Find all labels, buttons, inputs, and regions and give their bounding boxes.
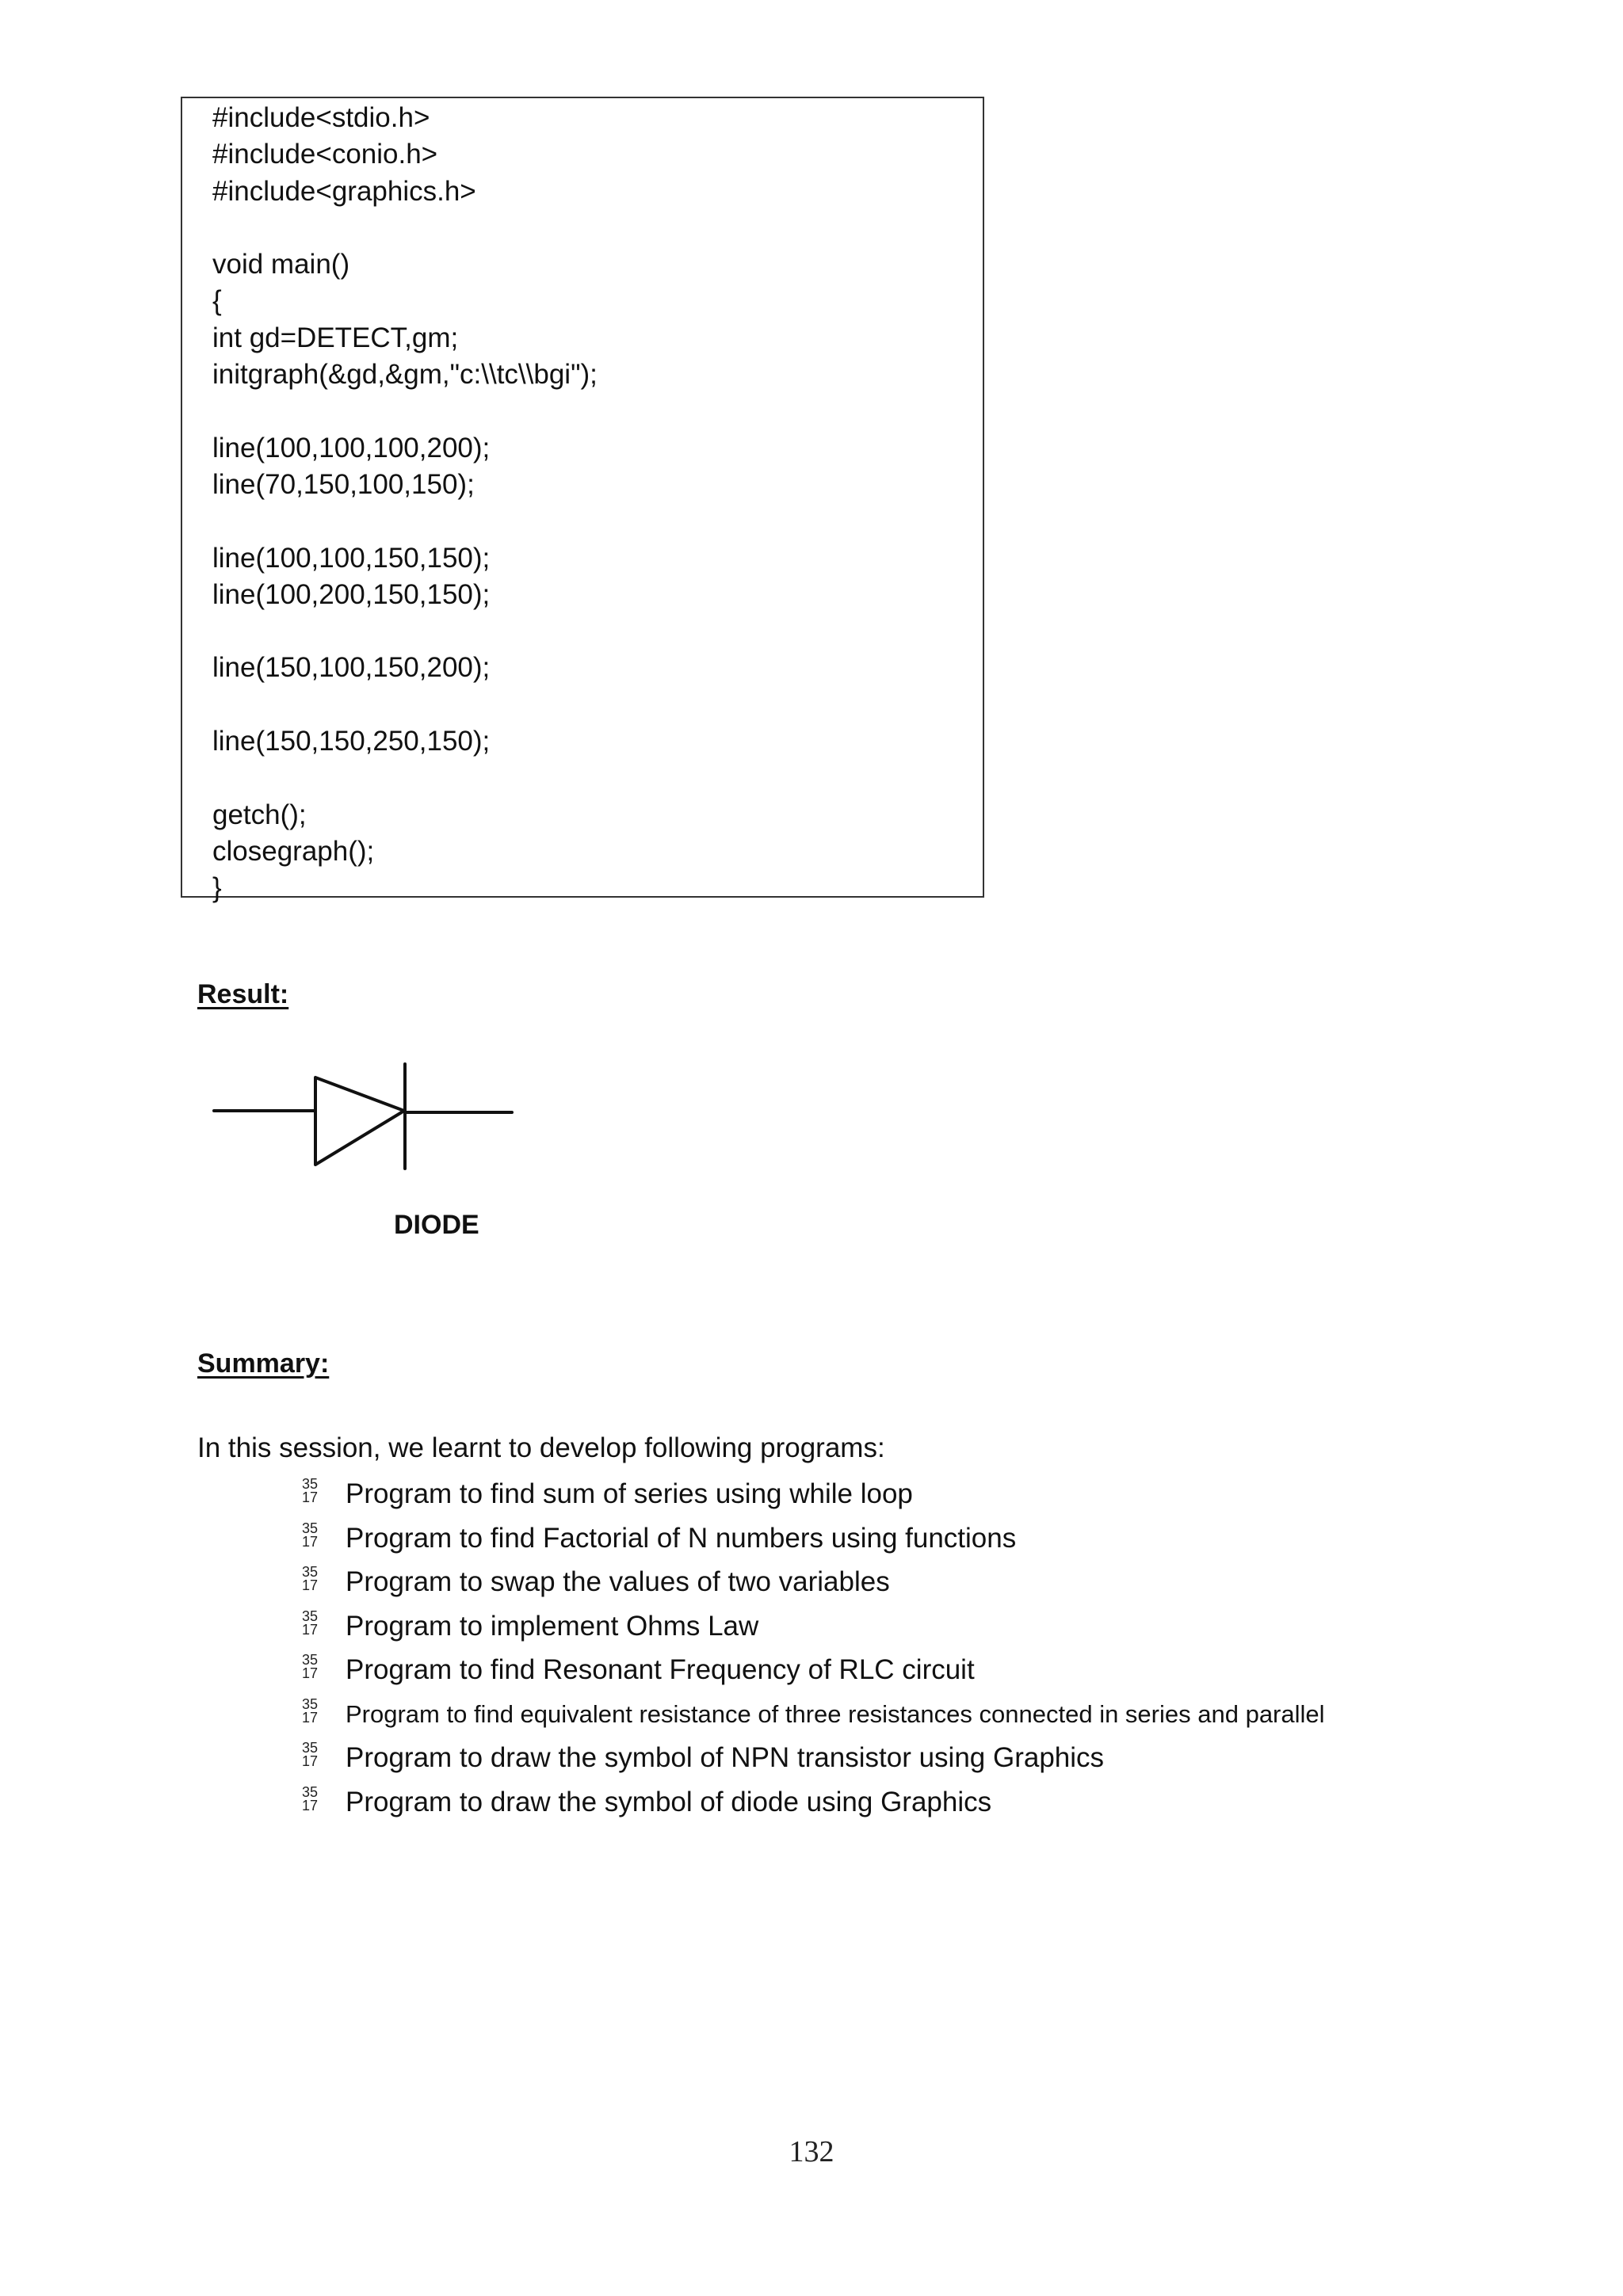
program-label: Program to draw the symbol of NPN transistor using Graphics (346, 1742, 1105, 1773)
code-line: getch(); (212, 799, 307, 830)
code-line: #include<graphics.h> (212, 175, 476, 207)
code-line: void main() (212, 249, 350, 280)
code-line: closegraph(); (212, 835, 375, 867)
code-line: initgraph(&gd,&gm,"c:\\tc\\bgi"); (212, 359, 598, 391)
code-line (212, 760, 598, 796)
summary-heading: Summary: (197, 1348, 330, 1379)
code-line: line(70,150,100,150); (212, 468, 475, 500)
program-label: Program to find sum of series using while loop (346, 1478, 913, 1509)
page-number: 132 (789, 2135, 834, 2168)
code-line (212, 393, 598, 429)
code-line: #include<conio.h> (212, 139, 438, 170)
code-line: line(100,100,100,200); (212, 432, 491, 463)
program-label: Program to draw the symbol of diode using Graphics (346, 1786, 992, 1817)
program-label: Program to find Resonant Frequency of RLC circuit (346, 1654, 975, 1685)
summary-intro: In this session, we learnt to develop following programs: (197, 1432, 885, 1463)
program-label: Program to find Factorial of N numbers using functions (346, 1522, 1017, 1554)
result-heading: Result: (197, 979, 289, 1009)
code-line: line(100,100,150,150); (212, 542, 491, 574)
bullet-icon: 35 17 (301, 1608, 319, 1638)
code-line: int gd=DETECT,gm; (212, 322, 459, 353)
program-label: Program to find equivalent resistance of three resistances connected in series and parallel (346, 1699, 1325, 1728)
bullet-icon: 35 17 (301, 1740, 319, 1769)
bullet-icon: 35 17 (301, 1783, 319, 1814)
diode-label: DIODE (394, 1210, 479, 1240)
bullet-icon: 35 17 (301, 1564, 319, 1593)
program-label: Program to implement Ohms Law (346, 1610, 759, 1642)
bullet-icon: 35 17 (301, 1476, 319, 1505)
bullet-icon: 35 17 (301, 1695, 319, 1726)
program-label: Program to swap the values of two variables (346, 1566, 890, 1597)
code-line (212, 687, 598, 723)
code-line: #include<stdio.h> (212, 102, 430, 133)
code-line (212, 210, 598, 246)
bullet-icon: 35 17 (301, 1652, 319, 1681)
code-line: { (212, 285, 222, 317)
diode-symbol (208, 1056, 525, 1175)
diode-triangle (315, 1077, 404, 1165)
code-line: line(100,200,150,150); (212, 578, 491, 610)
code-line: line(150,150,250,150); (212, 726, 491, 757)
code-line (212, 503, 598, 540)
bullet-icon: 35 17 (301, 1520, 319, 1550)
code-line (212, 613, 598, 650)
code-lines (212, 100, 598, 907)
code-listing (181, 97, 984, 904)
code-line: } (212, 872, 222, 904)
code-line: line(150,100,150,200); (212, 652, 491, 684)
